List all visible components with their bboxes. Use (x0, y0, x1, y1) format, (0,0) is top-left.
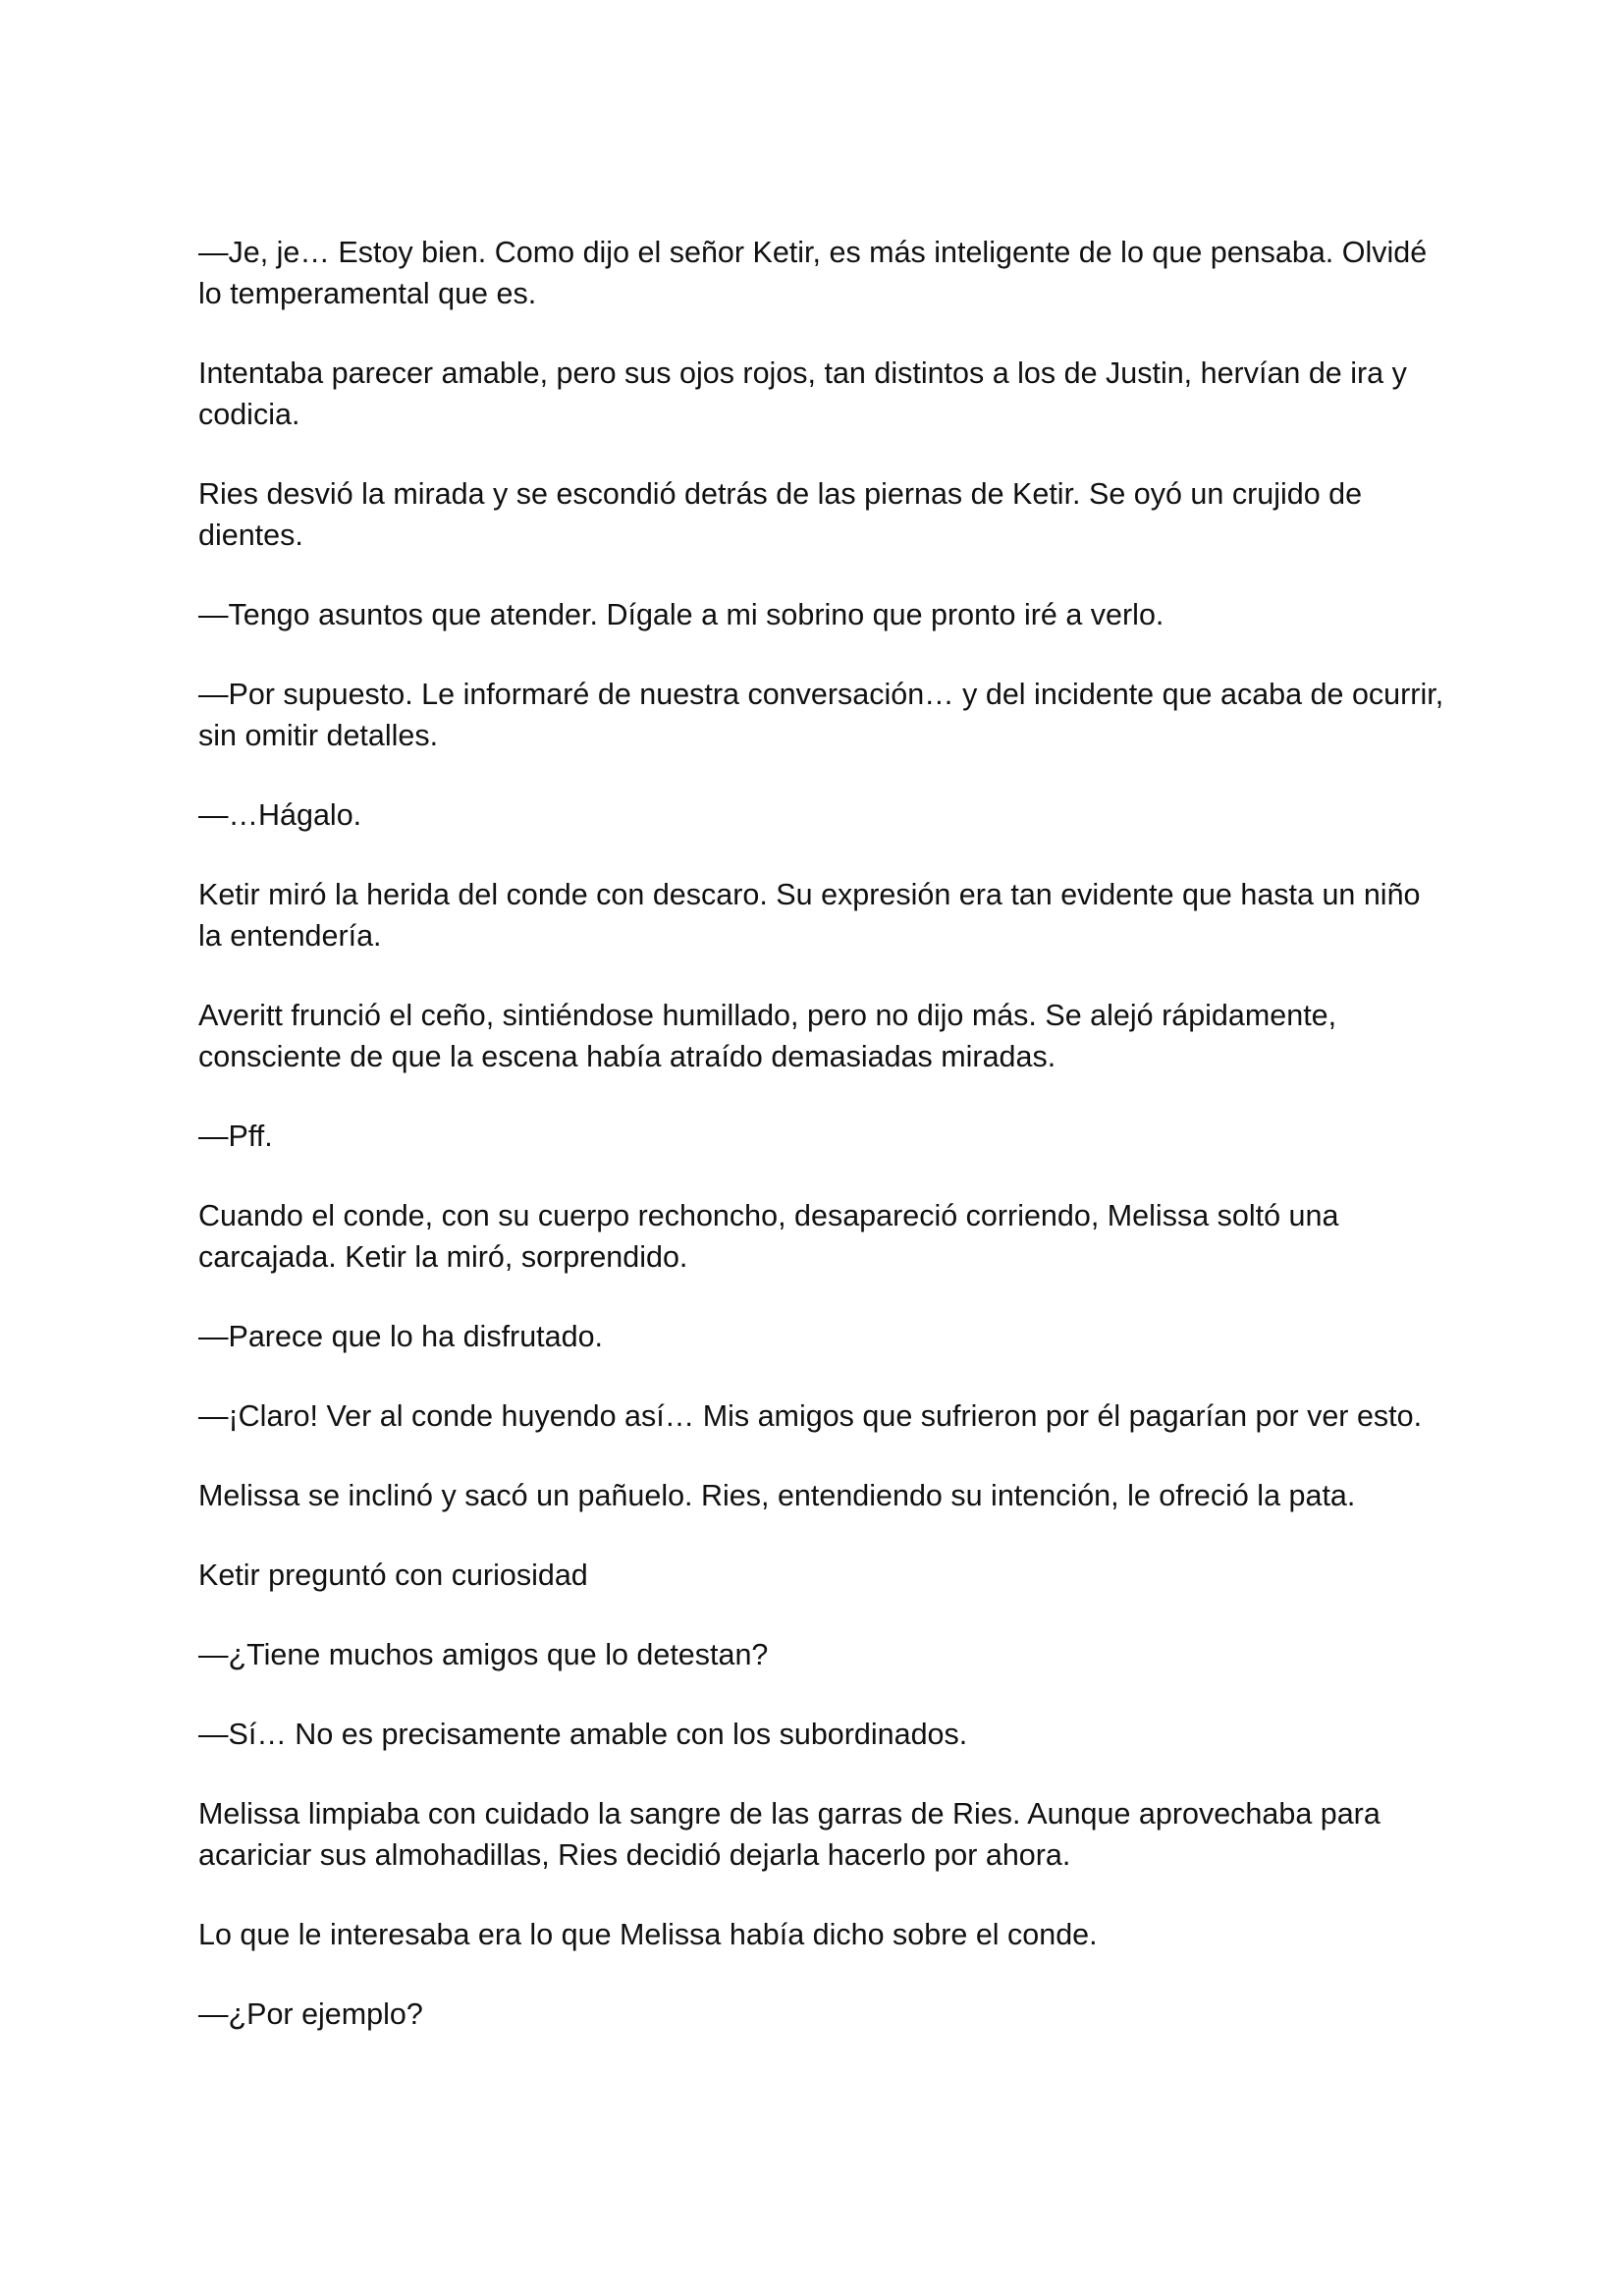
paragraph-17: Melissa limpiaba con cuidado la sangre de las garras de Ries. Aunque aprovechaba para acariciar sus almohadillas, Ries decidió dejarla hacerlo por ahora. (198, 1797, 1380, 1872)
paragraph-16: —Sí… No es precisamente amable con los subordinados. (198, 1718, 968, 1751)
paragraph-11: —Parece que lo ha disfrutado. (198, 1320, 604, 1353)
paragraph-12: —¡Claro! Ver al conde huyendo así… Mis amigos que sufrieron por él pagarían por ver esto. (198, 1399, 1423, 1433)
paragraph-7: Ketir miró la herida del conde con descaro. Su expresión era tan evidente que hasta un niño la entendería. (198, 878, 1421, 953)
paragraph-8: Averitt frunció el ceño, sintiéndose humillado, pero no dijo más. Se alejó rápidamente, consciente de que la escena había atraído demasiadas miradas. (198, 999, 1337, 1073)
paragraph-5: —Por supuesto. Le informaré de nuestra conversación… y del incidente que acaba de ocurrir, sin omitir detalles. (198, 678, 1444, 752)
paragraph-4: —Tengo asuntos que atender. Dígale a mi sobrino que pronto iré a verlo. (198, 598, 1164, 631)
paragraph-10: Cuando el conde, con su cuerpo rechoncho, desapareció corriendo, Melissa soltó una carcajada. Ketir la miró, sorprendido. (198, 1199, 1339, 1274)
paragraph-2: Intentaba parecer amable, pero sus ojos rojos, tan distintos a los de Justin, hervían de ira y codicia. (198, 356, 1407, 431)
paragraph-13: Melissa se inclinó y sacó un pañuelo. Ries, entendiendo su intención, le ofreció la pata. (198, 1479, 1356, 1512)
document-text-body (198, 232, 1445, 2073)
paragraph-6: —…Hágalo. (198, 798, 362, 832)
paragraph-19: —¿Por ejemplo? (198, 1997, 423, 2031)
paragraph-9: —Pff. (198, 1120, 273, 1153)
paragraph-15: —¿Tiene muchos amigos que lo detestan? (198, 1638, 769, 1671)
paragraph-1: —Je, je… Estoy bien. Como dijo el señor Ketir, es más inteligente de lo que pensaba. Olvidé lo temperamental que es. (198, 236, 1428, 310)
paragraph-18: Lo que le interesaba era lo que Melissa había dicho sobre el conde. (198, 1918, 1098, 1951)
paragraph-3: Ries desvió la mirada y se escondió detrás de las piernas de Ketir. Se oyó un crujido de dientes. (198, 477, 1363, 552)
paragraph-14: Ketir preguntó con curiosidad (198, 1558, 588, 1592)
